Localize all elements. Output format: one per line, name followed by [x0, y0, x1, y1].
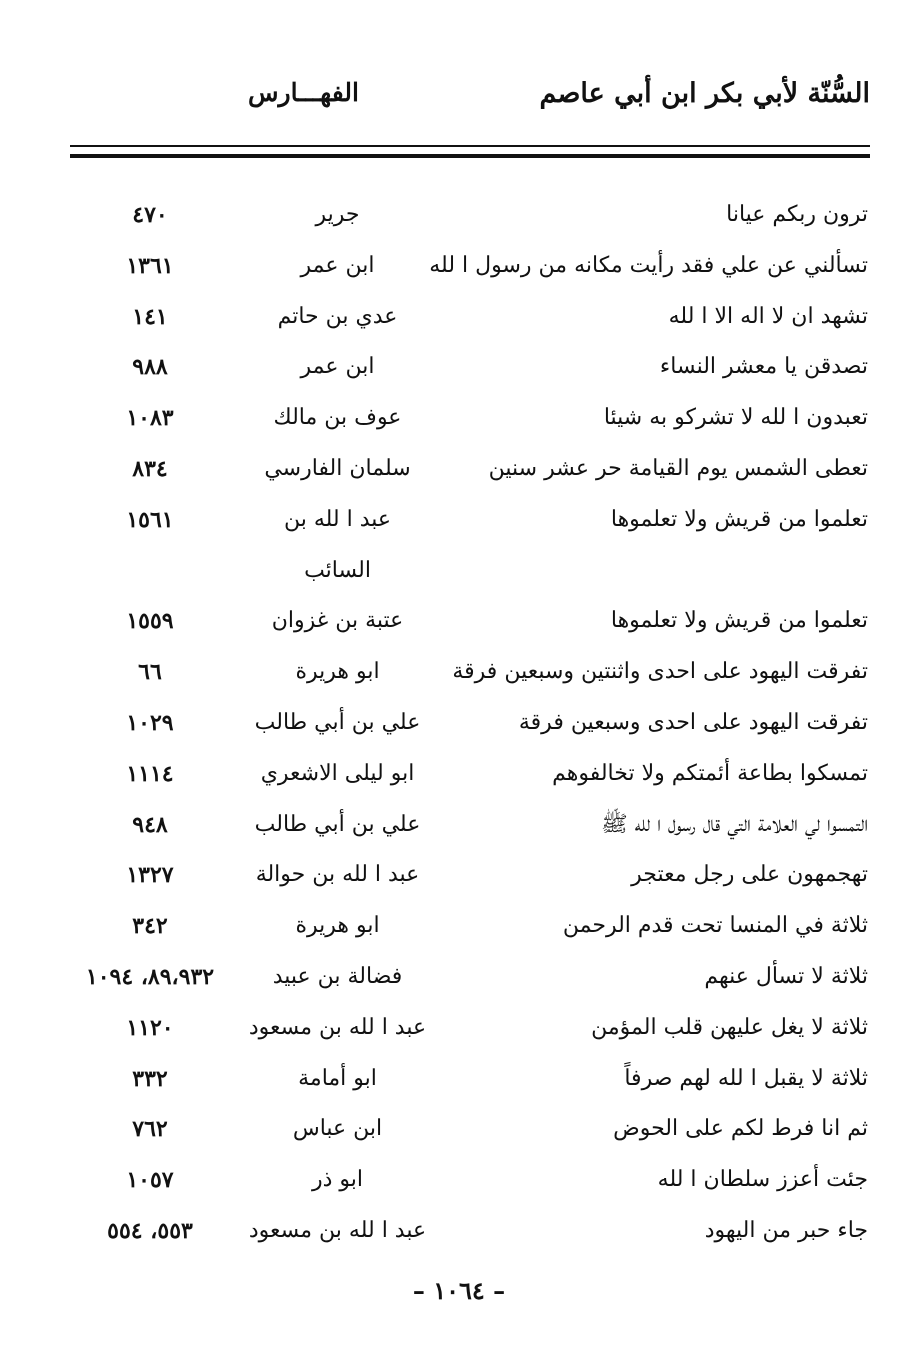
header-rule-thin [70, 145, 870, 147]
hadith-number: ٩٨٨ [132, 354, 168, 381]
table-row [0, 495, 918, 546]
narrator-name: ابو أمامة [298, 1065, 377, 1091]
hadith-opening-text: ترون ربكم عيانا [726, 202, 868, 227]
hadith-number: ٨٩،٩٣٢، ١٠٩٤ [85, 963, 215, 990]
hadith-number: ٣٤٢ [132, 913, 168, 940]
hadith-opening-text: ثلاثة لا يقبل ا لله لهم صرفاً [624, 1065, 868, 1091]
hadith-number: ١٣٢٧ [126, 862, 174, 889]
table-row [0, 952, 918, 1003]
table-row [0, 1206, 918, 1257]
hadith-number: ١٠٨٣ [126, 405, 174, 432]
hadith-number: ٤٧٠ [132, 202, 168, 228]
hadith-opening-text [418, 546, 868, 597]
hadith-opening-text: تعلموا من قريش ولا تعلموها [610, 608, 868, 634]
hadith-opening-text: ثلاثة في المنسا تحت قدم الرحمن [562, 913, 868, 939]
table-row [0, 749, 918, 800]
hadith-opening-text: ثم انا فرط لكم على الحوض [613, 1116, 868, 1142]
narrator-name: عوف بن مالك [273, 405, 402, 431]
narrator-name: علي بن أبي طالب [254, 709, 421, 735]
hadith-opening-text: تفرقت اليهود على احدى واثنتين وسبعين فرقة [452, 659, 868, 685]
narrator-name: ابو ليلى الاشعري [260, 760, 415, 786]
index-table [0, 190, 918, 1257]
narrator-name: عتبة بن غزوان [271, 608, 404, 634]
table-row [0, 546, 918, 597]
table-row [0, 647, 918, 698]
hadith-number: ١١٢٠ [126, 1014, 174, 1041]
hadith-number: ٨٣٤ [132, 455, 168, 482]
table-row [0, 1003, 918, 1054]
hadith-number: ٧٦٢ [132, 1116, 168, 1143]
hadith-number: ٩٤٨ [132, 811, 168, 838]
narrator-name: سلمان الفارسي [264, 455, 411, 481]
hadith-opening-text: التمسوا لي العلامة التي قال رسول ا لله ﷺ [601, 811, 868, 837]
table-row [0, 241, 918, 292]
table-row [0, 596, 918, 647]
table-row [0, 800, 918, 851]
narrator-name: عبد ا لله بن مسعود [248, 1217, 427, 1243]
hadith-number: ١٥٥٩ [126, 608, 174, 635]
hadith-opening-text: تعبدون ا لله لا تشركو به شيئا [603, 405, 868, 431]
hadith-opening-text: جاء حبر من اليهود [704, 1217, 868, 1243]
narrator-name: عبد ا لله بن مسعود [248, 1014, 427, 1040]
narrator-name: فضالة بن عبيد [272, 963, 403, 989]
table-row [0, 1104, 918, 1155]
table-row [0, 1155, 918, 1206]
hadith-number [60, 546, 240, 597]
hadith-opening-text: تفرقت اليهود على احدى وسبعين فرقة [518, 709, 868, 735]
hadith-opening-text: ثلاثة لا يغل عليهن قلب المؤمن [591, 1014, 868, 1040]
narrator-name: ابن عمر [300, 354, 375, 380]
narrator-name: ابن عمر [300, 252, 375, 278]
book-title: السُّنّة لأبي بكر ابن أبي عاصم [539, 78, 870, 109]
table-row [0, 444, 918, 495]
hadith-opening-text: تسألني عن علي فقد رأيت مكانه من رسول ا لله [429, 252, 868, 278]
narrator-name: عبد ا لله بن حوالة [255, 862, 420, 888]
header-rule-thick [70, 154, 870, 158]
narrator-name: ابو ذر [311, 1167, 363, 1193]
hadith-number: ٥٥٣، ٥٥٤ [107, 1217, 193, 1244]
hadith-opening-text: جئت أعزز سلطان ا لله [657, 1167, 868, 1193]
table-row [0, 698, 918, 749]
narrator-name: ابو هريرة [295, 659, 380, 685]
hadith-opening-text: تشهد ان لا اله الا ا لله [668, 303, 868, 329]
table-row [0, 850, 918, 901]
narrator-name: علي بن أبي طالب [254, 811, 421, 837]
narrator-name: ابو هريرة [295, 913, 380, 939]
hadith-number: ١٠٥٧ [126, 1167, 174, 1194]
table-row [0, 292, 918, 343]
narrator-name: عدي بن حاتم [277, 303, 398, 329]
narrator-name: ابن عباس [292, 1116, 383, 1142]
narrator-name: عبد ا لله بن [283, 506, 392, 532]
hadith-number: ٣٣٢ [132, 1065, 168, 1092]
section-title: الفهـــارس [248, 78, 359, 107]
table-row [0, 1054, 918, 1105]
narrator-name: السائب [304, 557, 371, 583]
narrator-name: جرير [315, 202, 360, 227]
hadith-number: ١٤١ [132, 303, 168, 330]
table-row [0, 342, 918, 393]
hadith-opening-text: تهجمهون على رجل معتجر [631, 862, 868, 888]
page-number: – ١٠٦٤ – [412, 1276, 506, 1305]
hadith-number: ١٣٦١ [126, 252, 174, 279]
hadith-opening-text: ثلاثة لا تسأل عنهم [704, 963, 868, 989]
hadith-opening-text: تصدقن يا معشر النساء [659, 354, 868, 380]
table-row [0, 190, 918, 241]
hadith-opening-text: تعلموا من قريش ولا تعلموها [610, 506, 868, 532]
table-row [0, 901, 918, 952]
hadith-number: ١٥٦١ [126, 506, 174, 533]
table-row [0, 393, 918, 444]
hadith-opening-text: تعطى الشمس يوم القيامة حر عشر سنين [488, 455, 868, 481]
hadith-number: ١٠٢٩ [126, 709, 174, 736]
hadith-number: ٦٦ [138, 659, 162, 686]
hadith-number: ١١١٤ [126, 760, 174, 787]
hadith-opening-text: تمسكوا بطاعة أئمتكم ولا تخالفوهم [552, 760, 868, 786]
